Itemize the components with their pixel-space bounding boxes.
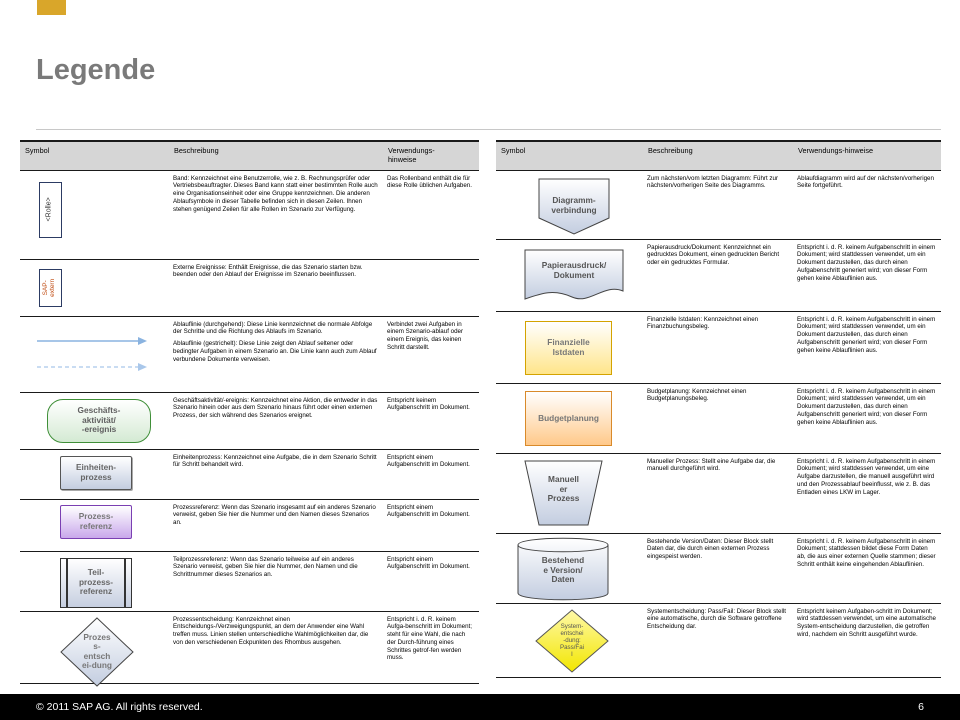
column-header-usage: Verwendungs-hinweise (793, 141, 941, 170)
description-cell (643, 239, 793, 311)
usage-cell: Entspricht i. d. R. keinem Aufgabenschritt in einem Dokument; wird stattdessen verwendet, um ein Dokument darzustellen, das durch einen Aufgabenschritt generiert wird; von dieser Form gehen keine Ablauflinien aus. (793, 311, 941, 383)
page-number: 6 (918, 701, 924, 713)
description-text: Papierausdruck/Dokument: Kennzeichnet ein gedrucktes Dokument, einen gedruckten Bericht oder ein gedrucktes Formular. (647, 243, 780, 266)
symbol-label: Papierausdruck/ Dokument (541, 260, 607, 280)
table-row (496, 170, 941, 239)
column-header-usage: Verwendungs- hinweise (383, 141, 479, 170)
description-cell (169, 392, 383, 449)
table-row (20, 392, 479, 449)
description-text: Teilprozessreferenz: Wenn das Szenario teilweise auf ein anderes Szenario verweist, geben Sie hier die Nummer, den Namen und die Schrittnummer dieses Szenarios an. (173, 555, 358, 578)
usage-cell: Ablaufdiagramm wird auf der nächsten/vorherigen Seite fortgeführt. (793, 170, 941, 239)
usage-cell: Entspricht einem Aufgabenschritt im Dokument. (383, 551, 479, 611)
description-text: Bestehende Version/Daten: Dieser Block stellt Daten dar, die durch einen externen Prozess eingespeist werden. (647, 537, 774, 560)
symbol-label: Manuell er Prozess (547, 474, 580, 504)
einheitenprozess-symbol: Einheiten- prozess (60, 456, 132, 490)
symbol-cell (496, 453, 643, 533)
description-text: Prozessreferenz: Wenn das Szenario insgesamt auf ein anderes Szenario verweist, geben Sie hier die Nummer und den Namen dieses Szenarios an. (173, 503, 376, 526)
symbol-label: System- entschei -dung: Pass/Fai l (559, 622, 585, 659)
description-cell (643, 533, 793, 603)
description-cell (643, 311, 793, 383)
prozessreferenz-symbol: Prozess- referenz (60, 505, 132, 539)
symbol-label: Prozes s- entsch ei-dung (82, 632, 112, 670)
usage-cell: Entspricht i. d. R. keinem Aufgabenschritt in einem Dokument; wird stattdessen verwendet, um eine Aufgabe darzustellen, die manuell ausgeführt wird und den Prozessablauf beeinflusst, wie z. B. das Entladen eines LKW im Lager. (793, 453, 941, 533)
flow-line-symbols (37, 333, 147, 377)
symbol-label: <Rolle> (46, 197, 54, 222)
symbol-cell (20, 551, 169, 611)
sap-logo-bar (37, 0, 66, 15)
description-cell (169, 551, 383, 611)
rolle-band-symbol (39, 182, 62, 238)
usage-cell: Entspricht i. d. R. keinem Aufga-benschritt im Dokument; steht für eine Wahl, die nach der Durch-führung eines Schrittes getrof-fen werden muss. (383, 611, 479, 683)
description-text: Ablauflinie (gestrichelt): Diese Linie zeigt den Ablauf seltener oder bedingter Aufgaben in einem Szenario an. Die Linie kann auch zum Ablauf verbundene Dokumente verweisen. (173, 340, 377, 363)
symbol-cell (496, 603, 643, 677)
footer-bar (0, 694, 960, 720)
description-text: Geschäftsaktivität/-ereignis: Kennzeichnet eine Aktion, die entweder in das Szenario hinein oder aus dem Szenario hinaus führt oder einen externen Prozess, der sich während des Szenarios ereignet. (173, 396, 378, 419)
column-header-symbol: Symbol (496, 141, 643, 170)
papierausdruck-symbol (524, 249, 624, 302)
symbol-cell (496, 383, 643, 453)
usage-cell: Entspricht i. d. R. keinem Aufgabenschritt in einem Dokument; wird stattdessen verwendet, um ein Dokument darzustellen, das durch einen Aufgabenschritt generiert wird; von dieser Form gehen keine Ablauflinien aus. (793, 383, 941, 453)
table-row (20, 259, 479, 316)
symbol-label: Diagramm- verbindung (551, 195, 597, 215)
symbol-cell (20, 170, 169, 259)
description-cell (169, 316, 383, 392)
bestehende-daten-symbol (517, 537, 609, 601)
table-row (496, 533, 941, 603)
description-text: Manueller Prozess: Stellt eine Aufgabe dar, die manuell durchgeführt wird. (647, 457, 776, 473)
symbol-cell (20, 449, 169, 499)
description-cell (169, 170, 383, 259)
symbol-cell (20, 611, 169, 683)
usage-cell: Entspricht einem Aufgabenschritt im Dokument. (383, 449, 479, 499)
diagrammverbindung-symbol (538, 178, 610, 235)
description-cell (169, 259, 383, 316)
manueller-prozess-symbol (524, 460, 603, 526)
description-text: Externe Ereignisse: Enthält Ereignisse, die das Szenario starten bzw. beenden oder den Ablauf der Ereignisse im Szenario beeinflussen. (173, 263, 363, 279)
page-title: Legende (36, 54, 156, 86)
description-cell (169, 499, 383, 551)
description-cell (643, 170, 793, 239)
symbol-cell (20, 316, 169, 392)
symbol-cell (20, 259, 169, 316)
teilprozessreferenz-symbol: Teil- prozess- referenz (60, 558, 132, 608)
column-header-symbol: Symbol (20, 141, 169, 170)
usage-cell: Entspricht keinem Aufgaben-schritt im Dokument; wird stattdessen verwendet, um eine automatische System-entscheidung darzustellen, die getroffen wird, nachdem ein Schritt ausgeführt wurde. (793, 603, 941, 677)
table-row (20, 499, 479, 551)
description-text: Band: Kennzeichnet eine Benutzerrolle, wie z. B. Rechnungsprüfer oder Vertriebsbeauftragter. Dieses Band kann statt einer bestimmten Rolle auch eine Organisationseinheit oder eine Gruppe kennzeichnen. Die anderen Ablaufsymbole in dieser Tabelle befinden sich in diesen Zeilen. Ihnen stehen genügend Zeilen für alle Rollen im Szenario zur Verfügung. (173, 174, 378, 213)
title-divider (36, 129, 941, 130)
table-row (496, 239, 941, 311)
dashed-arrow-icon (37, 363, 147, 371)
systementscheidung-symbol (535, 609, 609, 673)
description-text: Zum nächsten/vom letzten Diagramm: Führt zur nächsten/vorherigen Seite des Diagramms. (647, 174, 779, 190)
symbol-cell (496, 239, 643, 311)
description-cell (169, 449, 383, 499)
solid-arrow-icon (37, 337, 147, 345)
symbol-label: Bestehend e Version/ Daten (541, 555, 585, 585)
budgetplanung-symbol: Budgetplanung (525, 391, 612, 446)
legend-table-right (496, 140, 941, 678)
copyright-text: © 2011 SAP AG. All rights reserved. (36, 701, 203, 713)
finanzielle-istdaten-symbol: Finanzielle Istdaten (525, 321, 612, 375)
prozessentscheidung-symbol (60, 617, 134, 687)
table-row (496, 603, 941, 677)
usage-cell: Entspricht i. d. R. keinem Aufgabenschritt in einem Dokument; stattdessen bildet diese Form Daten ab, die aus einer externen Quelle stammen; dieser Schritt enthält keine eingehenden Ablauflinien. (793, 533, 941, 603)
usage-cell: Das Rollenband enthält die für diese Rolle üblichen Aufgaben. (383, 170, 479, 259)
symbol-cell (496, 311, 643, 383)
symbol-cell (20, 392, 169, 449)
table-row (20, 170, 479, 259)
geschaeftsaktivitaet-symbol: Geschäfts- aktivität/ -ereignis (47, 399, 151, 443)
symbol-cell (496, 533, 643, 603)
table-row (496, 383, 941, 453)
sap-extern-symbol (39, 269, 62, 307)
description-text: Finanzielle Istdaten: Kennzeichnet einen Finanzbuchungsbeleg. (647, 315, 759, 331)
description-cell (643, 453, 793, 533)
description-text: Prozessentscheidung: Kennzeichnet einen Entscheidungs-/Verzweigungspunkt, an dem der Anwender eine Wahl treffen muss. Linien stellen unterschiedliche Wahlmöglichkeiten dar, die von den verschiedenen Eckpunkten des Rhombus ausgehen. (173, 615, 369, 646)
symbol-label: SAP- extern (42, 278, 57, 297)
description-text: Ablauflinie (durchgehend): Diese Linie kennzeichnet die normale Abfolge der Schritte und die Richtung des Ablaufs im Szenario. (173, 320, 373, 336)
column-header-description: Beschreibung (169, 141, 383, 170)
table-row (20, 551, 479, 611)
legend-table-left (20, 140, 479, 684)
description-cell (643, 603, 793, 677)
symbol-cell (20, 499, 169, 551)
column-header-description: Beschreibung (643, 141, 793, 170)
description-cell (643, 383, 793, 453)
usage-cell: Verbindet zwei Aufgaben in einem Szenario-ablauf oder einem Ereignis, das keinen Schritt darstellt. (383, 316, 479, 392)
description-text: Systementscheidung: Pass/Fail: Dieser Block stellt eine automatische, durch die Software getroffene Entscheidung dar. (647, 607, 786, 630)
table-row (496, 453, 941, 533)
description-text: Einheitenprozess: Kennzeichnet eine Aufgabe, die in dem Szenario Schritt für Schritt behandelt wird. (173, 453, 377, 469)
table-row (20, 611, 479, 683)
usage-cell: Entspricht keinem Aufgabenschritt im Dokument. (383, 392, 479, 449)
usage-cell: Entspricht einem Aufgabenschritt im Dokument. (383, 499, 479, 551)
usage-cell: Entspricht i. d. R. keinem Aufgabenschritt in einem Dokument; wird stattdessen verwendet, um ein Dokument darzustellen, das durch einen Aufgabenschritt generiert wird; von dieser Form gehen keine Ablauflinien aus. (793, 239, 941, 311)
symbol-cell (496, 170, 643, 239)
table-row (20, 316, 479, 392)
usage-cell (383, 259, 479, 316)
table-row (496, 311, 941, 383)
description-cell (169, 611, 383, 683)
description-text: Budgetplanung: Kennzeichnet einen Budgetplanungsbeleg. (647, 387, 747, 403)
table-row (20, 449, 479, 499)
